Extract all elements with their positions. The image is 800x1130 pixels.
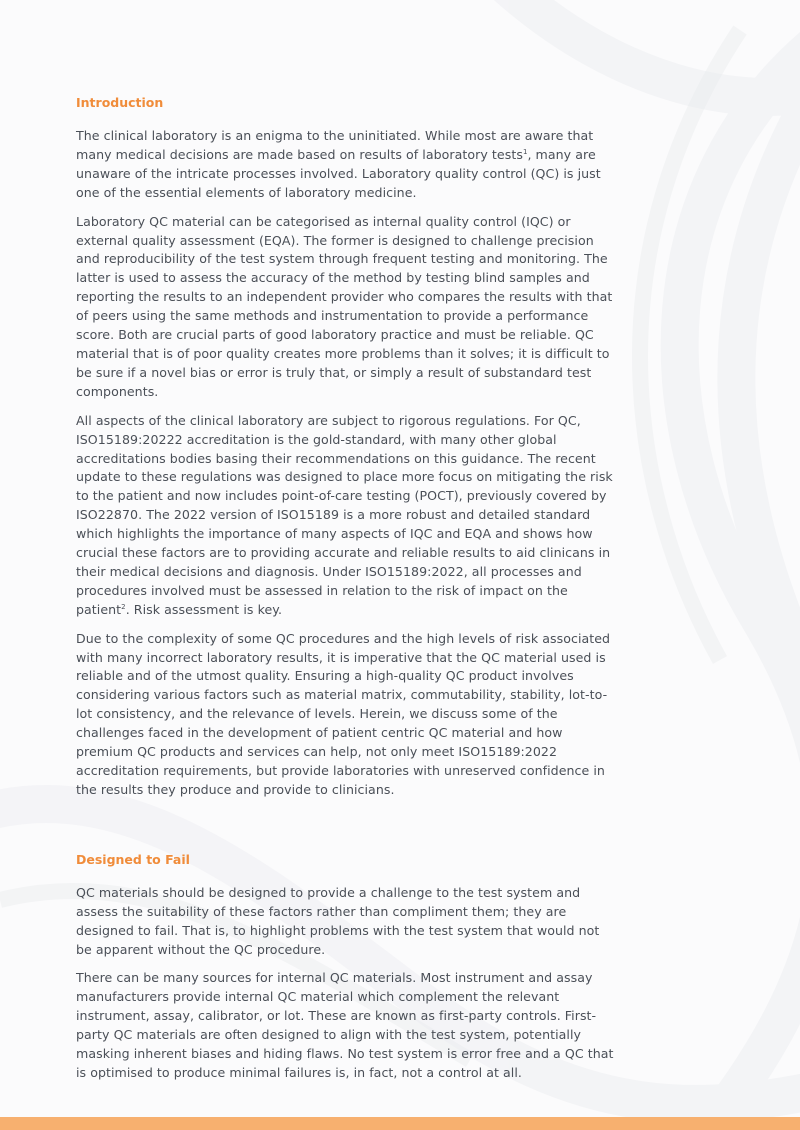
paragraph-text: All aspects of the clinical laboratory are subject to rigorous regulations. For QC, ISO15189:20222 accreditation is the gold-standard, with many other global accreditations bodies basing their recommendations on this guidance. The recent update to these regulations was designed to place more focus on mitigating the risk to the patient and now includes point-of-care testing (POCT), previously covered by ISO22870. The 2022 version of ISO15189 is a more robust and detailed standard which highlights the importance of many aspects of IQC and EQA and shows how crucial these factors are to providing accurate and reliable results to aid clinicans in their medical decisions and diagnosis. Under ISO15189:2022, all processes and procedures involved must be assessed in relation to the risk of impact on the patient (76, 412, 613, 617)
section-heading-designed-to-fail: Designed to Fail (76, 851, 190, 867)
paragraph-intro-3 (76, 412, 616, 620)
document-body (76, 94, 616, 1093)
paragraph-text: . Risk assessment is key. (125, 601, 283, 617)
footnote-ref-1: 1 (522, 147, 528, 156)
paragraph-text: , many are unaware of the intricate processes involved. Laboratory quality control (QC) is just one of the essential elements of laboratory medicine. (76, 146, 601, 200)
paragraph-text: The clinical laboratory is an enigma to the uninitiated. While most are aware that many medical decisions are made based on results of laboratory tests (76, 128, 594, 162)
footer-bar (0, 1117, 800, 1130)
paragraph-intro-1 (76, 127, 616, 203)
section-spacer (76, 810, 616, 851)
section-heading-introduction: Introduction (76, 95, 164, 110)
footnote-ref-2: 2 (121, 602, 126, 611)
paragraph-intro-2: Laboratory QC material can be categorised as internal quality control (IQC) or external quality assessment (EQA). The former is designed to challenge precision and reproducibility of the test system through frequent testing and monitoring. The latter is used to assess the accuracy of the method by testing blind samples and reporting the results to an independent provider who compares the results with that of peers using the same methods and instrumentation to provide a performance score. Both are crucial parts of good laboratory practice and must be reliable. QC material that is of poor quality creates more problems than it solves; it is difficult to be sure if a novel bias or error is truly that, or simply a result of substandard test components. (76, 213, 613, 399)
paragraph-fail-1: QC materials should be designed to provide a challenge to the test system and assess the suitability of these factors rather than compliment them; they are designed to fail. That is, to highlight problems with the test system that would not be apparent without the QC procedure. (76, 884, 600, 957)
paragraph-fail-2: There can be many sources for internal QC materials. Most instrument and assay manufacturers provide internal QC material which complement the relevant instrument, assay, calibrator, or lot. These are known as first-party controls. First-party QC materials are often designed to align with the test system, potentially masking inherent biases and hiding flaws. No test system is error free and a QC that is optimised to produce minimal failures is, in fact, not a control at all. (76, 970, 614, 1080)
paragraph-intro-4: Due to the complexity of some QC procedures and the high levels of risk associated with many incorrect laboratory results, it is imperative that the QC material used is reliable and of the utmost quality. Ensuring a high-quality QC product involves considering various factors such as material matrix, commutability, stability, lot-to-lot consistency, and the relevance of levels. Herein, we discuss some of the challenges faced in the development of patient centric QC material and how premium QC products and services can help, not only meet ISO15189:2022 accreditation requirements, but provide laboratories with unreserved confidence in the results they produce and provide to clinicians. (76, 630, 611, 797)
